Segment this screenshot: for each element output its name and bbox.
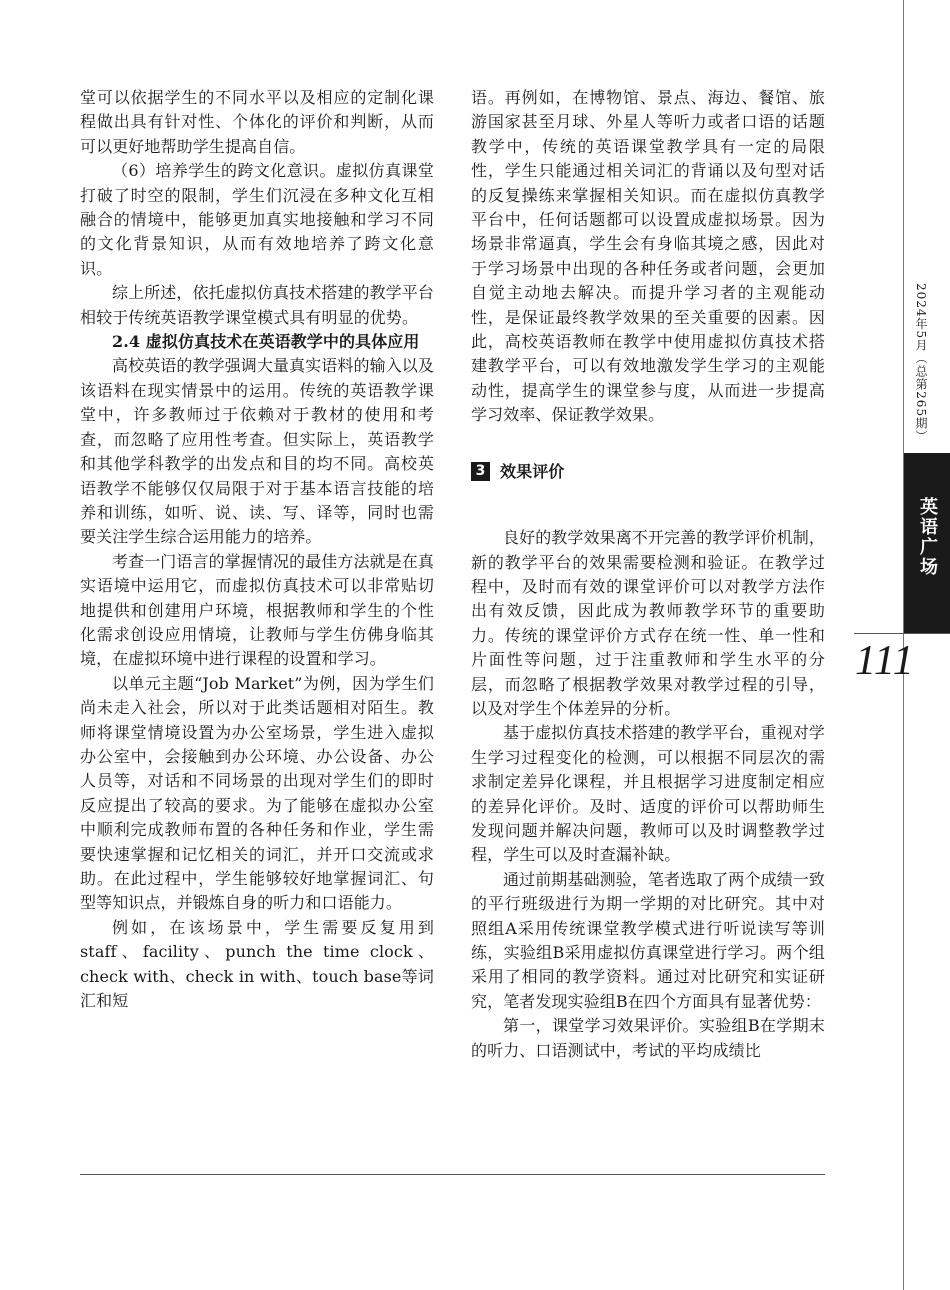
paragraph: 堂可以依据学生的不同水平以及相应的定制化课程做出具有针对性、个体化的评价和判断，从而可以更好地帮助学生提高自信。 [80, 88, 434, 156]
section-tab-label: 英语广场 [917, 497, 938, 577]
right-column [471, 86, 825, 1063]
paragraph: 基于虚拟仿真技术搭建的教学平台，重视对学生学习过程变化的检测，可以根据不同层次的需求制定差异化课程，并且根据学习进度制定相应的差异化评价。及时、适度的评价可以帮助师生发现问题并解决问题，教师可以及时调整教学过程，学生可以及时查漏补缺。 [471, 723, 826, 865]
paragraph: 例如，在该场景中，学生需要反复用到staff、facility、punch the time clock、check with、check in with、touch base等词汇和短 [80, 917, 434, 1011]
paragraph: （6）培养学生的跨文化意识。虚拟仿真课堂打破了时空的限制，学生们沉浸在多种文化互相融合的情境中，能够更加真实地接触和学习不同的文化背景知识，从而有效地培养了跨文化意识。 [80, 161, 434, 278]
paragraph: 第一，课堂学习效果评价。实验组B在学期末的听力、口语测试中，考试的平均成绩比 [471, 1016, 825, 1060]
section-number-badge: 3 [471, 462, 490, 481]
paragraph: 语。再例如，在博物馆、景点、海边、餐馆、旅游国家甚至月球、外星人等听力或者口语的话题教学中，传统的英语课堂教学具有一定的局限性，学生只能通过相关词汇的背诵以及句型对话的反复操练来掌握相关知识。而在虚拟仿真教学平台中，任何话题都可以设置成虚拟场景。因为场景非常逼真，学生会有身临其境之感，因此对于学习场景中出现的各种任务或者问题，会更加自觉主动地去解决。而提升学习者的主观能动性，是保证最终教学效果的至关重要的因素。因此，高校英语教师在教学中使用虚拟仿真技术搭建教学平台，可以有效地激发学生学习的主观能动性，提高学生的课堂参与度，从而进一步提高学习效率、保证教学效果。 [471, 88, 825, 425]
bottom-divider [80, 1174, 825, 1175]
section-heading [471, 460, 825, 484]
paragraph: 良好的教学效果离不开完善的教学评价机制，新的教学平台的效果需要检测和验证。在教学过程中，及时而有效的课堂评价可以对教学方法作出有效反馈，因此成为教师教学环节的重要助力。传统的课堂评价方式存在统一性、单一性和片面性等问题，过于注重教师和学生水平的分层，而忽略了根据教学效果对教学过程的引导，以及对学生个体差异的分析。 [471, 528, 826, 718]
subsection-heading: 2.4 虚拟仿真技术在英语教学中的具体应用 [112, 332, 420, 352]
section-title: 效果评价 [500, 461, 565, 481]
paragraph: 以单元主题“Job Market”为例，因为学生们尚未走入社会，所以对于此类话题相对陌生。教师将课堂情境设置为办公室场景，学生进入虚拟办公室中，会接触到办公环境、办公设备、办公人员等，对话和不同场景的出现对学生们的即时反应提出了较高的要求。为了能够在虚拟办公室中顺利完成教师布置的各种任务和作业，学生需要快速掌握和记忆相关的词汇，并开口交流或求助。在此过程中，学生能够较好地掌握词汇、句型等知识点，并锻炼自身的听力和口语能力。 [80, 673, 434, 913]
paragraph: 考查一门语言的掌握情况的最佳方法就是在真实语境中运用它，而虚拟仿真技术可以非常贴切地提供和创建用户环境，根据教师和学生的个性化需求创设应用情境，让教师与学生仿佛身临其境，在虚拟环境中进行课程的设置和学习。 [80, 551, 435, 669]
paragraph: 高校英语的教学强调大量真实语料的输入以及该语料在现实情景中的运用。传统的英语教学课堂中，许多教师过于依赖对于教材的使用和考查，而忽略了应用性考查。但实际上，英语教学和其他学科教学的出发点和目的均不同。高校英语教学不能够仅仅局限于对于基本语言技能的培养和训练，如听、说、读、写、译等，同时也需要关注学生综合运用能力的培养。 [80, 356, 435, 547]
issue-label: 2024年5月（总第265期） [914, 283, 928, 444]
paragraph: 通过前期基础测验，笔者选取了两个成绩一致的平行班级进行为期一学期的对比研究。其中对照组A采用传统课堂教学模式进行听说读写等训练，实验组B采用虚拟仿真课堂进行学习。两个组采用了相同的教学资料。通过对比研究和实证研究，笔者发现实验组B在四个方面具有显著优势： [471, 869, 826, 1011]
left-column [80, 86, 434, 1013]
page-number: 111 [855, 638, 915, 684]
section-tab [904, 453, 950, 633]
paragraph: 综上所述，依托虚拟仿真技术搭建的教学平台相较于传统英语教学课堂模式具有明显的优势。 [80, 283, 435, 327]
